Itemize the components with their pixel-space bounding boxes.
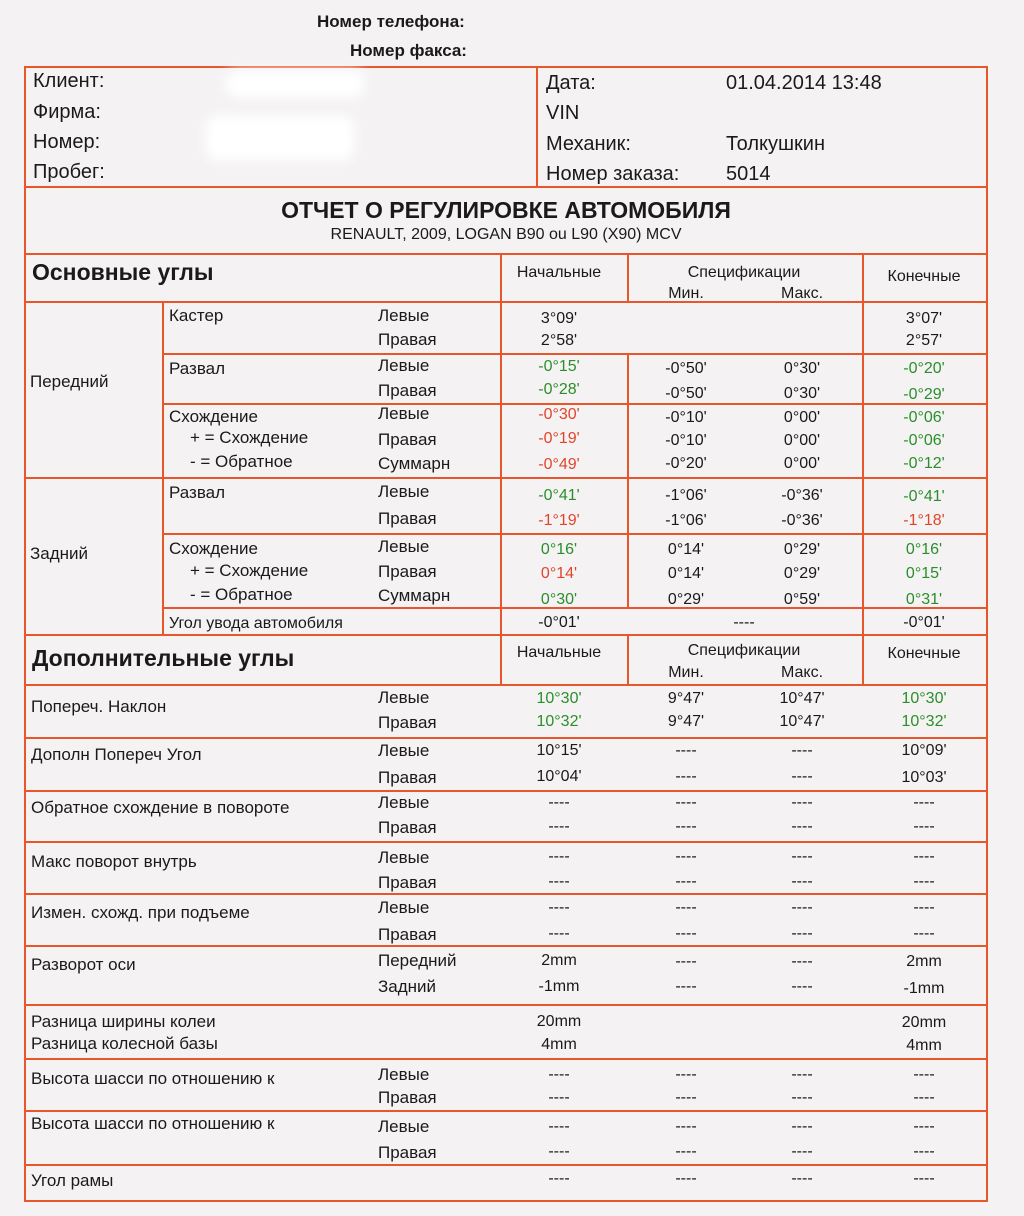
front-toe-max-left: 0°00'	[783, 409, 821, 426]
incl-initial-left: 10°15'	[536, 742, 582, 759]
front-camber-min-right: -0°50'	[665, 385, 707, 402]
dash: ----	[913, 1089, 935, 1106]
side-right: Правая	[378, 713, 437, 732]
front-camber-label: Развал	[169, 359, 226, 378]
sai-initial-right: 10°32'	[536, 713, 582, 730]
sai-final-left: 10°30'	[901, 690, 947, 707]
date-label: Дата:	[546, 72, 596, 94]
rear-camber-final-left: -0°41'	[903, 488, 945, 505]
dash: ----	[913, 1066, 935, 1083]
dash: ----	[791, 899, 813, 916]
front-toe-label: Схождение	[169, 407, 258, 426]
sai-min-right: 9°47'	[667, 713, 705, 730]
dash: ----	[913, 848, 935, 865]
front-axle-label: Передний	[30, 372, 109, 391]
divider	[24, 186, 988, 188]
dash: ----	[913, 925, 935, 942]
col-final: Конечные	[887, 645, 961, 662]
track-diff-label: Разница ширины колеи	[31, 1012, 216, 1031]
dash: ----	[548, 899, 570, 916]
extra-section-title: Дополнительные углы	[32, 645, 295, 671]
dash: ----	[548, 873, 570, 890]
dash: ----	[791, 848, 813, 865]
dash: ----	[675, 953, 697, 970]
front-toe-min-total: -0°20'	[665, 455, 707, 472]
side-left: Левые	[378, 688, 430, 707]
mileage-label: Пробег:	[33, 161, 105, 183]
rear-toe-min-right: 0°14'	[667, 565, 705, 582]
rear-camber-initial-left: -0°41'	[538, 487, 580, 504]
side-right: Правая	[378, 925, 437, 944]
dash: ----	[548, 848, 570, 865]
front-toe-final-left: -0°06'	[903, 409, 945, 426]
order-value: 5014	[726, 163, 771, 185]
col-min: Мин.	[668, 285, 704, 302]
side-right: Правая	[378, 381, 437, 400]
side-left: Левые	[378, 306, 430, 325]
rear-toe-initial-left: 0°16'	[540, 541, 578, 558]
front-camber-min-left: -0°50'	[665, 360, 707, 377]
sai-label: Попереч. Наклон	[31, 697, 167, 716]
ride-height-1-label: Высота шасси по отношению к	[31, 1069, 275, 1088]
front-camber-initial-right: -0°28'	[538, 381, 580, 398]
dash: ----	[791, 1143, 813, 1160]
dash: ----	[913, 1118, 935, 1135]
col-spec: Спецификации	[687, 642, 801, 659]
dash: ----	[675, 818, 697, 835]
caster-label: Кастер	[169, 306, 224, 325]
side-total: Суммарн	[378, 586, 451, 605]
front-toe-initial-right: -0°19'	[538, 430, 580, 447]
dash: ----	[791, 1118, 813, 1135]
sai-final-right: 10°32'	[901, 713, 947, 730]
rear-camber-label: Развал	[169, 483, 226, 502]
dash: ----	[791, 742, 813, 759]
col-initial: Начальные	[516, 644, 602, 661]
track-final: 20mm	[901, 1014, 947, 1031]
side-left: Левые	[378, 793, 430, 812]
dash: ----	[675, 768, 697, 785]
thrust-angle-label: Угол увода автомобиля	[169, 615, 343, 632]
col-spec: Спецификации	[687, 264, 801, 281]
ride-height-2-label: Высота шасси по отношению к	[31, 1114, 275, 1133]
dash: ----	[548, 1118, 570, 1135]
caster-initial-left: 3°09'	[540, 310, 578, 327]
side-right: Правая	[378, 873, 437, 892]
dash: ----	[675, 1118, 697, 1135]
track-initial: 20mm	[536, 1013, 582, 1030]
axle-rear: Задний	[378, 977, 437, 996]
sai-max-right: 10°47'	[779, 713, 825, 730]
caster-initial-right: 2°58'	[540, 332, 578, 349]
redacted-number	[205, 115, 355, 161]
setback-initial-rear: -1mm	[538, 978, 580, 995]
rear-toe-label: Схождение	[169, 539, 258, 558]
caster-final-right: 2°57'	[905, 332, 943, 349]
toe-minus-note: - = Обратное	[190, 585, 293, 604]
rear-axle-label: Задний	[30, 544, 89, 563]
included-angle-label: Дополн Попереч Угол	[31, 745, 202, 764]
front-toe-max-total: 0°00'	[783, 455, 821, 472]
dash: ----	[913, 818, 935, 835]
side-left: Левые	[378, 537, 430, 556]
incl-initial-right: 10°04'	[536, 768, 582, 785]
rear-toe-initial-right: 0°14'	[540, 565, 578, 582]
sai-max-left: 10°47'	[779, 690, 825, 707]
dash: ----	[913, 873, 935, 890]
max-turn-label: Макс поворот внутрь	[31, 852, 197, 871]
front-camber-initial-left: -0°15'	[538, 358, 580, 375]
dash: ----	[548, 1143, 570, 1160]
front-toe-initial-left: -0°30'	[538, 406, 580, 423]
dash: ----	[791, 978, 813, 995]
side-left: Левые	[378, 898, 430, 917]
dash: ----	[791, 925, 813, 942]
side-right: Правая	[378, 562, 437, 581]
rear-camber-final-right: -1°18'	[903, 512, 945, 529]
front-toe-final-total: -0°12'	[903, 455, 945, 472]
toe-plus-note: + = Схождение	[190, 428, 309, 447]
col-initial: Начальные	[516, 264, 602, 281]
vehicle-info: RENAULT, 2009, LOGAN B90 ou L90 (X90) MCV	[330, 226, 682, 243]
wheelbase-diff-label: Разница колесной базы	[31, 1034, 218, 1053]
col-min: Мин.	[668, 664, 704, 681]
dash: ----	[675, 1143, 697, 1160]
rear-toe-final-total: 0°31'	[905, 591, 943, 608]
incl-final-right: 10°03'	[901, 769, 947, 786]
sai-min-left: 9°47'	[667, 690, 705, 707]
dash: ----	[675, 742, 697, 759]
rear-camber-min-left: -1°06'	[665, 487, 707, 504]
col-max: Макс.	[780, 664, 824, 681]
dash: ----	[675, 899, 697, 916]
redacted-client	[225, 70, 365, 98]
thrust-initial: -0°01'	[538, 614, 580, 631]
dash: ----	[548, 1170, 570, 1187]
side-left: Левые	[378, 741, 430, 760]
dash: ----	[548, 818, 570, 835]
setback-label: Разворот оси	[31, 955, 136, 974]
dash: ----	[675, 1089, 697, 1106]
col-final: Конечные	[887, 268, 961, 285]
front-camber-max-right: 0°30'	[783, 385, 821, 402]
dash: ----	[675, 978, 697, 995]
dash: ----	[675, 848, 697, 865]
front-toe-final-right: -0°06'	[903, 432, 945, 449]
dash: ----	[548, 1089, 570, 1106]
dash: ----	[913, 1143, 935, 1160]
rear-camber-max-right: -0°36'	[781, 512, 823, 529]
dash: ----	[791, 1066, 813, 1083]
rear-toe-min-left: 0°14'	[667, 541, 705, 558]
rear-toe-final-right: 0°15'	[905, 565, 943, 582]
thrust-final: -0°01'	[903, 614, 945, 631]
front-camber-max-left: 0°30'	[783, 360, 821, 377]
side-right: Правая	[378, 509, 437, 528]
frame-angle-label: Угол рамы	[31, 1171, 114, 1190]
divider	[536, 66, 538, 187]
rear-camber-initial-right: -1°19'	[538, 512, 580, 529]
dash: ----	[548, 925, 570, 942]
side-left: Левые	[378, 1117, 430, 1136]
side-right: Правая	[378, 818, 437, 837]
dash: ----	[791, 1170, 813, 1187]
rear-toe-max-right: 0°29'	[783, 565, 821, 582]
dash: ----	[675, 1066, 697, 1083]
side-left: Левые	[378, 1065, 430, 1084]
dash: ----	[913, 794, 935, 811]
dash: ----	[913, 899, 935, 916]
dash: ----	[791, 1089, 813, 1106]
front-toe-initial-total: -0°49'	[538, 456, 580, 473]
dash: ----	[548, 1066, 570, 1083]
front-camber-final-right: -0°29'	[903, 386, 945, 403]
dash: ----	[791, 818, 813, 835]
side-right: Правая	[378, 768, 437, 787]
side-right: Правая	[378, 1088, 437, 1107]
front-camber-final-left: -0°20'	[903, 360, 945, 377]
dash: ----	[675, 794, 697, 811]
dash: ----	[791, 768, 813, 785]
side-left: Левые	[378, 404, 430, 423]
rear-toe-final-left: 0°16'	[905, 541, 943, 558]
client-label: Клиент:	[33, 70, 105, 92]
rear-toe-min-total: 0°29'	[667, 591, 705, 608]
vin-label: VIN	[546, 102, 580, 124]
front-toe-min-right: -0°10'	[665, 432, 707, 449]
dash: ----	[791, 873, 813, 890]
dash: ----	[791, 953, 813, 970]
dash: ----	[791, 794, 813, 811]
side-right: Правая	[378, 330, 437, 349]
dash: ----	[675, 925, 697, 942]
phone-label: Номер телефона:	[317, 12, 465, 31]
toe-plus-note: + = Схождение	[190, 561, 309, 580]
axle-front: Передний	[378, 951, 457, 970]
wheelbase-initial: 4mm	[541, 1036, 577, 1053]
thrust-spec: ----	[733, 614, 755, 631]
mechanic-label: Механик:	[546, 133, 631, 155]
rear-toe-max-left: 0°29'	[783, 541, 821, 558]
wheelbase-final: 4mm	[906, 1037, 942, 1054]
front-toe-min-left: -0°10'	[665, 409, 707, 426]
dash: ----	[913, 1170, 935, 1187]
side-right: Правая	[378, 1143, 437, 1162]
dash: ----	[675, 873, 697, 890]
dash: ----	[548, 794, 570, 811]
side-left: Левые	[378, 848, 430, 867]
setback-final-rear: -1mm	[903, 980, 945, 997]
report-title: ОТЧЕТ О РЕГУЛИРОВКЕ АВТОМОБИЛЯ	[281, 197, 731, 223]
side-left: Левые	[378, 356, 430, 375]
firm-label: Фирма:	[33, 101, 101, 123]
basic-section-title: Основные углы	[32, 259, 214, 285]
mechanic-value: Толкушкин	[726, 133, 825, 155]
date-value: 01.04.2014 13:48	[726, 72, 882, 94]
caster-final-left: 3°07'	[905, 310, 943, 327]
rear-camber-min-right: -1°06'	[665, 512, 707, 529]
setback-initial-front: 2mm	[541, 952, 577, 969]
toe-minus-note: - = Обратное	[190, 452, 293, 471]
side-left: Левые	[378, 482, 430, 501]
front-toe-max-right: 0°00'	[783, 432, 821, 449]
toe-lift-label: Измен. схожд. при подъеме	[31, 903, 250, 922]
side-total: Суммарн	[378, 454, 451, 473]
order-label: Номер заказа:	[546, 163, 680, 185]
setback-final-front: 2mm	[906, 953, 942, 970]
dash: ----	[675, 1170, 697, 1187]
side-right: Правая	[378, 430, 437, 449]
incl-final-left: 10°09'	[901, 742, 947, 759]
fax-label: Номер факса:	[350, 41, 467, 60]
rear-toe-max-total: 0°59'	[783, 591, 821, 608]
number-label: Номер:	[33, 131, 101, 153]
toe-out-turn-label: Обратное схождение в повороте	[31, 798, 290, 817]
col-max: Макс.	[780, 285, 824, 302]
rear-camber-max-left: -0°36'	[781, 487, 823, 504]
rear-toe-initial-total: 0°30'	[540, 591, 578, 608]
sai-initial-left: 10°30'	[536, 690, 582, 707]
